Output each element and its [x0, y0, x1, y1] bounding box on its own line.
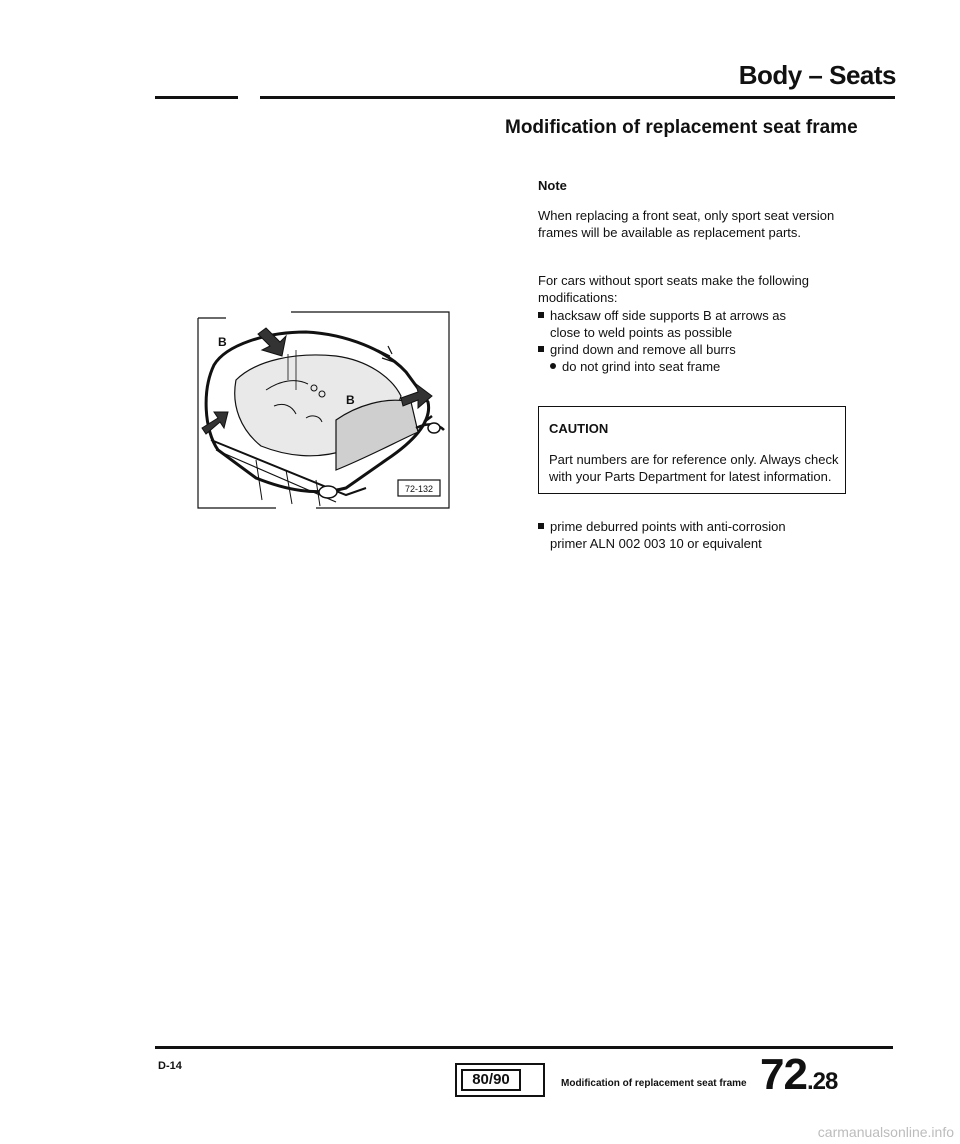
- step-text: grind down and remove all burrs: [550, 342, 736, 357]
- square-bullet-icon: [538, 346, 544, 352]
- step-text: prime deburred points with anti-corrosion: [550, 519, 786, 534]
- figure-ref-number: 72-132: [404, 484, 434, 494]
- square-bullet-icon: [538, 312, 544, 318]
- section-title: Modification of replacement seat frame: [505, 117, 858, 138]
- step-text: hacksaw off side supports B at arrows as: [550, 308, 787, 323]
- caution-box: [538, 406, 846, 494]
- page-number: [760, 1050, 837, 1100]
- seat-frame-illustration: [196, 310, 451, 510]
- footer-page-code: D-14: [158, 1060, 182, 1072]
- header-rule-gap: [238, 94, 260, 101]
- model-badge-label: 80/90: [461, 1069, 521, 1091]
- header-rule: [155, 96, 895, 99]
- model-badge: [455, 1063, 545, 1097]
- watermark-text: carmanualsonline.info: [817, 1124, 954, 1140]
- page-header-title: Body – Seats: [738, 60, 896, 90]
- footer-rule: [155, 1046, 893, 1049]
- note-text: When replacing a front seat, only sport seat version frames will be available as replacement parts.: [538, 208, 835, 240]
- step-text-continued: close to weld points as possible: [550, 325, 733, 340]
- page-number-suffix: .28: [806, 1068, 838, 1095]
- figure-label-b: B: [346, 393, 355, 407]
- caution-title: CAUTION: [549, 421, 609, 436]
- step-text-continued: primer ALN 002 003 10 or equivalent: [550, 536, 762, 551]
- intro-text: For cars without sport seats make the following modifications:: [538, 273, 809, 305]
- caution-text: Part numbers are for reference only. Always check with your Parts Department for latest information.: [549, 452, 839, 484]
- step-text: do not grind into seat frame: [562, 359, 721, 374]
- seat-frame-figure: [196, 310, 451, 510]
- figure-label-b: B: [218, 335, 227, 349]
- page-number-main: 72: [760, 1050, 807, 1099]
- round-bullet-icon: [550, 363, 556, 369]
- note-label: Note: [538, 178, 567, 193]
- square-bullet-icon: [538, 523, 544, 529]
- footer-title: Modification of replacement seat frame: [561, 1078, 747, 1089]
